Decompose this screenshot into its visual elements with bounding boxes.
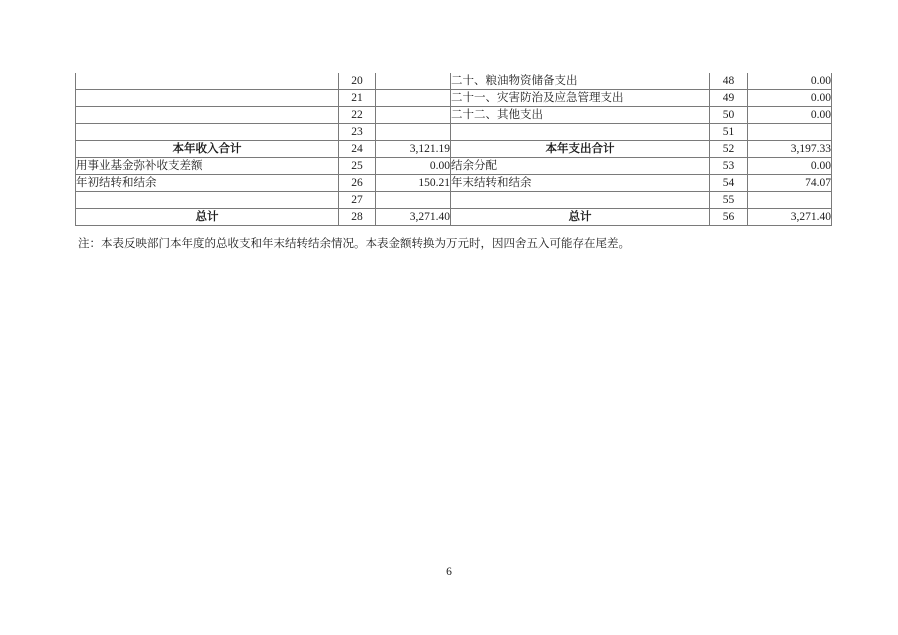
expense-item-cell [451, 192, 710, 209]
page-number: 6 [446, 566, 452, 578]
income-amount-cell: 150.21 [376, 175, 451, 192]
income-line-cell: 22 [339, 107, 376, 124]
income-amount-cell [376, 124, 451, 141]
table-row [76, 124, 832, 141]
expense-line-cell: 48 [710, 73, 748, 90]
table-row [76, 175, 832, 192]
expense-line-cell: 53 [710, 158, 748, 175]
expense-amount-cell: 0.00 [748, 158, 832, 175]
expense-line-cell: 50 [710, 107, 748, 124]
income-item-cell [76, 73, 339, 90]
budget-table [75, 73, 832, 226]
table-row [76, 192, 832, 209]
income-item-cell [76, 90, 339, 107]
income-item-cell [76, 124, 339, 141]
income-amount-cell: 3,121.19 [376, 141, 451, 158]
expense-amount-cell: 3,271.40 [748, 209, 832, 226]
table-row-grand-total [76, 209, 832, 226]
expense-item-cell: 二十、粮油物资储备支出 [451, 73, 710, 90]
income-amount-cell [376, 107, 451, 124]
income-total-label-cell: 本年收入合计 [76, 141, 339, 158]
expense-line-cell: 54 [710, 175, 748, 192]
expense-item-cell: 结余分配 [451, 158, 710, 175]
expense-item-cell: 二十一、灾害防治及应急管理支出 [451, 90, 710, 107]
income-line-cell: 24 [339, 141, 376, 158]
table-row [76, 90, 832, 107]
expense-line-cell: 55 [710, 192, 748, 209]
expense-line-cell: 49 [710, 90, 748, 107]
table-note: 注：本表反映部门本年度的总收支和年末结转结余情况。本表金额转换为万元时，因四舍五入可能存在尾差。 [78, 238, 630, 250]
expense-line-cell: 51 [710, 124, 748, 141]
income-amount-cell: 3,271.40 [376, 209, 451, 226]
income-line-cell: 28 [339, 209, 376, 226]
expense-amount-cell: 74.07 [748, 175, 832, 192]
expense-amount-cell [748, 124, 832, 141]
income-line-cell: 26 [339, 175, 376, 192]
expense-line-cell: 56 [710, 209, 748, 226]
expense-amount-cell [748, 192, 832, 209]
table-row [76, 158, 832, 175]
income-item-cell: 用事业基金弥补收支差额 [76, 158, 339, 175]
income-grand-total-label-cell: 总计 [76, 209, 339, 226]
income-item-cell: 年初结转和结余 [76, 175, 339, 192]
expense-line-cell: 52 [710, 141, 748, 158]
income-amount-cell [376, 73, 451, 90]
expense-grand-total-label-cell: 总计 [451, 209, 710, 226]
expense-amount-cell: 3,197.33 [748, 141, 832, 158]
income-line-cell: 23 [339, 124, 376, 141]
table-row [76, 107, 832, 124]
expense-item-cell: 年末结转和结余 [451, 175, 710, 192]
income-item-cell [76, 192, 339, 209]
expense-amount-cell: 0.00 [748, 73, 832, 90]
expense-amount-cell: 0.00 [748, 107, 832, 124]
income-amount-cell: 0.00 [376, 158, 451, 175]
income-line-cell: 21 [339, 90, 376, 107]
income-line-cell: 25 [339, 158, 376, 175]
income-line-cell: 27 [339, 192, 376, 209]
income-item-cell [76, 107, 339, 124]
income-amount-cell [376, 90, 451, 107]
expense-item-cell [451, 124, 710, 141]
expense-total-label-cell: 本年支出合计 [451, 141, 710, 158]
expense-item-cell: 二十二、其他支出 [451, 107, 710, 124]
income-line-cell: 20 [339, 73, 376, 90]
income-amount-cell [376, 192, 451, 209]
expense-amount-cell: 0.00 [748, 90, 832, 107]
table-row-income-total [76, 141, 832, 158]
table-row [76, 73, 832, 90]
